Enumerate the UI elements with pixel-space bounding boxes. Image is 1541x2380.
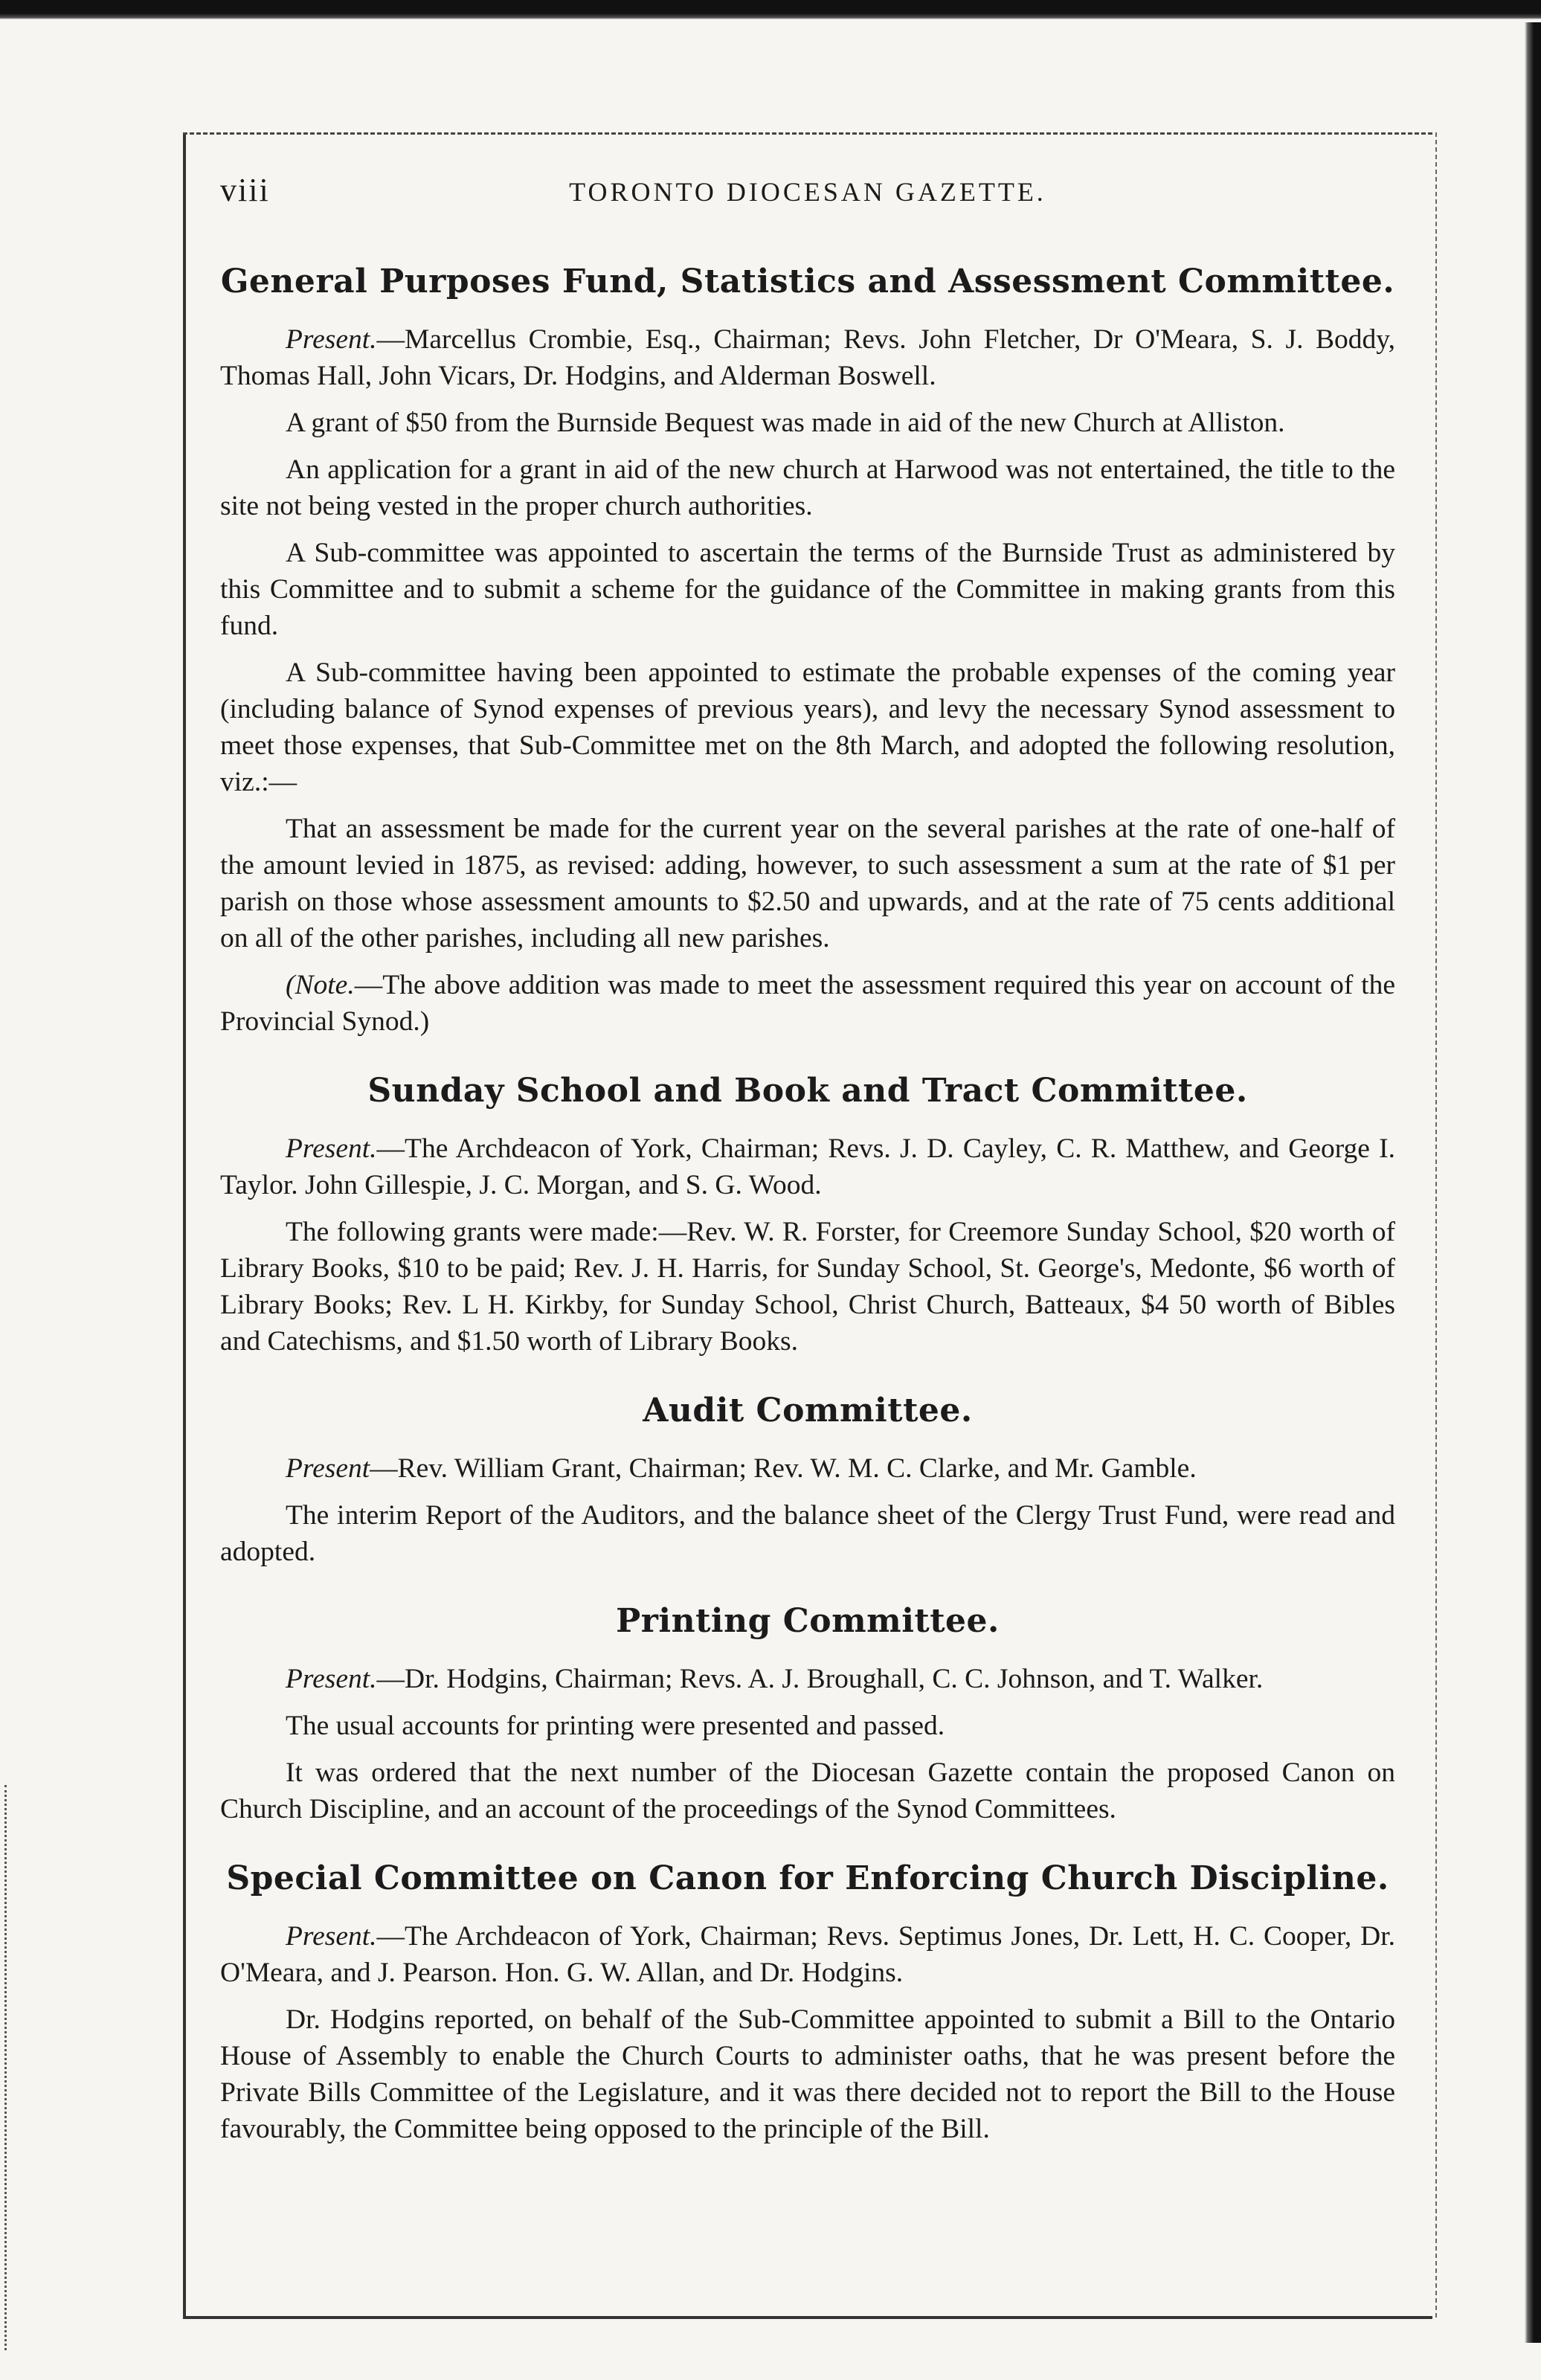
paragraph-text: —The Archdeacon of York, Chairman; Revs. Septimus Jones, Dr. Lett, H. C. Cooper, Dr. O'Meara, and J. Pearson. Hon. G. W. Allan, and Dr. Hodgins. bbox=[220, 1921, 1395, 1988]
section-title: General Purposes Fund, Statistics and Assessment Committee. bbox=[220, 263, 1395, 300]
paragraph bbox=[220, 967, 1395, 1040]
section-printing bbox=[220, 1600, 1395, 1827]
note-label: (Note. bbox=[286, 970, 355, 1000]
section-sunday-school bbox=[220, 1070, 1395, 1360]
section-title: Sunday School and Book and Tract Committee. bbox=[367, 1072, 1248, 1110]
journal-title: TORONTO DIOCESAN GAZETTE. bbox=[569, 177, 1046, 207]
paragraph bbox=[220, 1130, 1395, 1203]
margin-marks bbox=[4, 1785, 29, 2350]
paragraph-text: —Dr. Hodgins, Chairman; Revs. A. J. Broughall, C. C. Johnson, and T. Walker. bbox=[376, 1664, 1264, 1694]
paragraph: A grant of $50 from the Burnside Bequest was made in aid of the new Church at Alliston. bbox=[286, 408, 1285, 438]
paragraph bbox=[220, 321, 1395, 394]
scan-edge-top bbox=[0, 0, 1541, 19]
paragraph: A Sub-committee was appointed to ascertain the terms of the Burnside Trust as administered by this Committee and to submit a scheme for the guidance of the Committee in making grants from this fund. bbox=[220, 538, 1395, 641]
paragraph: That an assessment be made for the current year on the several parishes at the rate of one-half of the amount levied in 1875, as revised: adding, however, to such assessment a sum at the rate of $1 per parish on those whose assessment amounts to $2.50 and upwards, and at the rate of 75 cents additional on all of the other parishes, including all new parishes. bbox=[220, 814, 1395, 953]
section-title: Special Committee on Canon for Enforcing Church Discipline. bbox=[226, 1859, 1389, 1897]
present-label: Present. bbox=[286, 324, 377, 355]
paragraph: The usual accounts for printing were presented and passed. bbox=[286, 1711, 945, 1741]
paragraph: A Sub-committee having been appointed to estimate the probable expenses of the coming year (including balance of Synod expenses of previous years), and levy the necessary Synod assessment to meet those expenses, that Sub-Committee met on the 8th March, and adopted the following resolution, viz.:— bbox=[220, 657, 1395, 797]
paragraph: An application for a grant in aid of the new church at Harwood was not entertained, the title to the site not being vested in the proper church authorities. bbox=[220, 454, 1395, 521]
section-special-committee bbox=[220, 1857, 1395, 2147]
top-rule bbox=[183, 132, 1432, 135]
paragraph: The interim Report of the Auditors, and the balance sheet of the Clergy Trust Fund, were read and adopted. bbox=[220, 1500, 1395, 1567]
section-title: Audit Committee. bbox=[643, 1392, 973, 1429]
paragraph: It was ordered that the next number of the Diocesan Gazette contain the proposed Canon on Church Discipline, and an account of the proceedings of the Synod Committees. bbox=[220, 1757, 1395, 1824]
paragraph-text: —Marcellus Crombie, Esq., Chairman; Revs. John Fletcher, Dr O'Meara, S. J. Boddy, Thomas Hall, John Vicars, Dr. Hodgins, and Alderman Boswell. bbox=[220, 324, 1395, 391]
paragraph-text: —The above addition was made to meet the assessment required this year on account of the Provincial Synod.) bbox=[220, 970, 1395, 1037]
paragraph bbox=[220, 1918, 1395, 1991]
paragraph bbox=[220, 1450, 1395, 1487]
bottom-rule bbox=[183, 2316, 1432, 2319]
present-label: Present bbox=[286, 1453, 370, 1484]
section-audit bbox=[220, 1389, 1395, 1570]
paragraph-text: —Rev. William Grant, Chairman; Rev. W. M. C. Clarke, and Mr. Gamble. bbox=[370, 1453, 1197, 1484]
page-number: viii bbox=[220, 172, 270, 208]
paragraph-text: —The Archdeacon of York, Chairman; Revs. J. D. Cayley, C. R. Matthew, and George I. Taylor. John Gillespie, J. C. Morgan, and S. G. Wood. bbox=[220, 1133, 1395, 1200]
section-title: Printing Committee. bbox=[616, 1602, 1000, 1640]
present-label: Present. bbox=[286, 1664, 377, 1694]
paragraph: The following grants were made:—Rev. W. R. Forster, for Creemore Sunday School, $20 worth of Library Books, $10 to be paid; Rev. J. H. Harris, for Sunday School, St. George's, Medonte, $6 worth of Library Books; Rev. L H. Kirkby, for Sunday School, Christ Church, Batteaux, $4 50 worth of Bibles and Catechisms, and $1.50 worth of Library Books. bbox=[220, 1217, 1395, 1357]
section-general-purposes bbox=[220, 260, 1395, 1040]
present-label: Present. bbox=[286, 1133, 377, 1164]
page-body bbox=[220, 171, 1395, 2177]
scan-edge-right bbox=[1525, 22, 1541, 2343]
paragraph bbox=[220, 1661, 1395, 1697]
paragraph: Dr. Hodgins reported, on behalf of the Sub-Committee appointed to submit a Bill to the Ontario House of Assembly to enable the Church Courts to administer oaths, that he was present before the Private Bills Committee of the Legislature, and it was there decided not to report the Bill to the House favourably, the Committee being opposed to the principle of the Bill. bbox=[220, 2004, 1395, 2144]
present-label: Present. bbox=[286, 1921, 377, 1952]
running-head bbox=[220, 171, 1395, 223]
